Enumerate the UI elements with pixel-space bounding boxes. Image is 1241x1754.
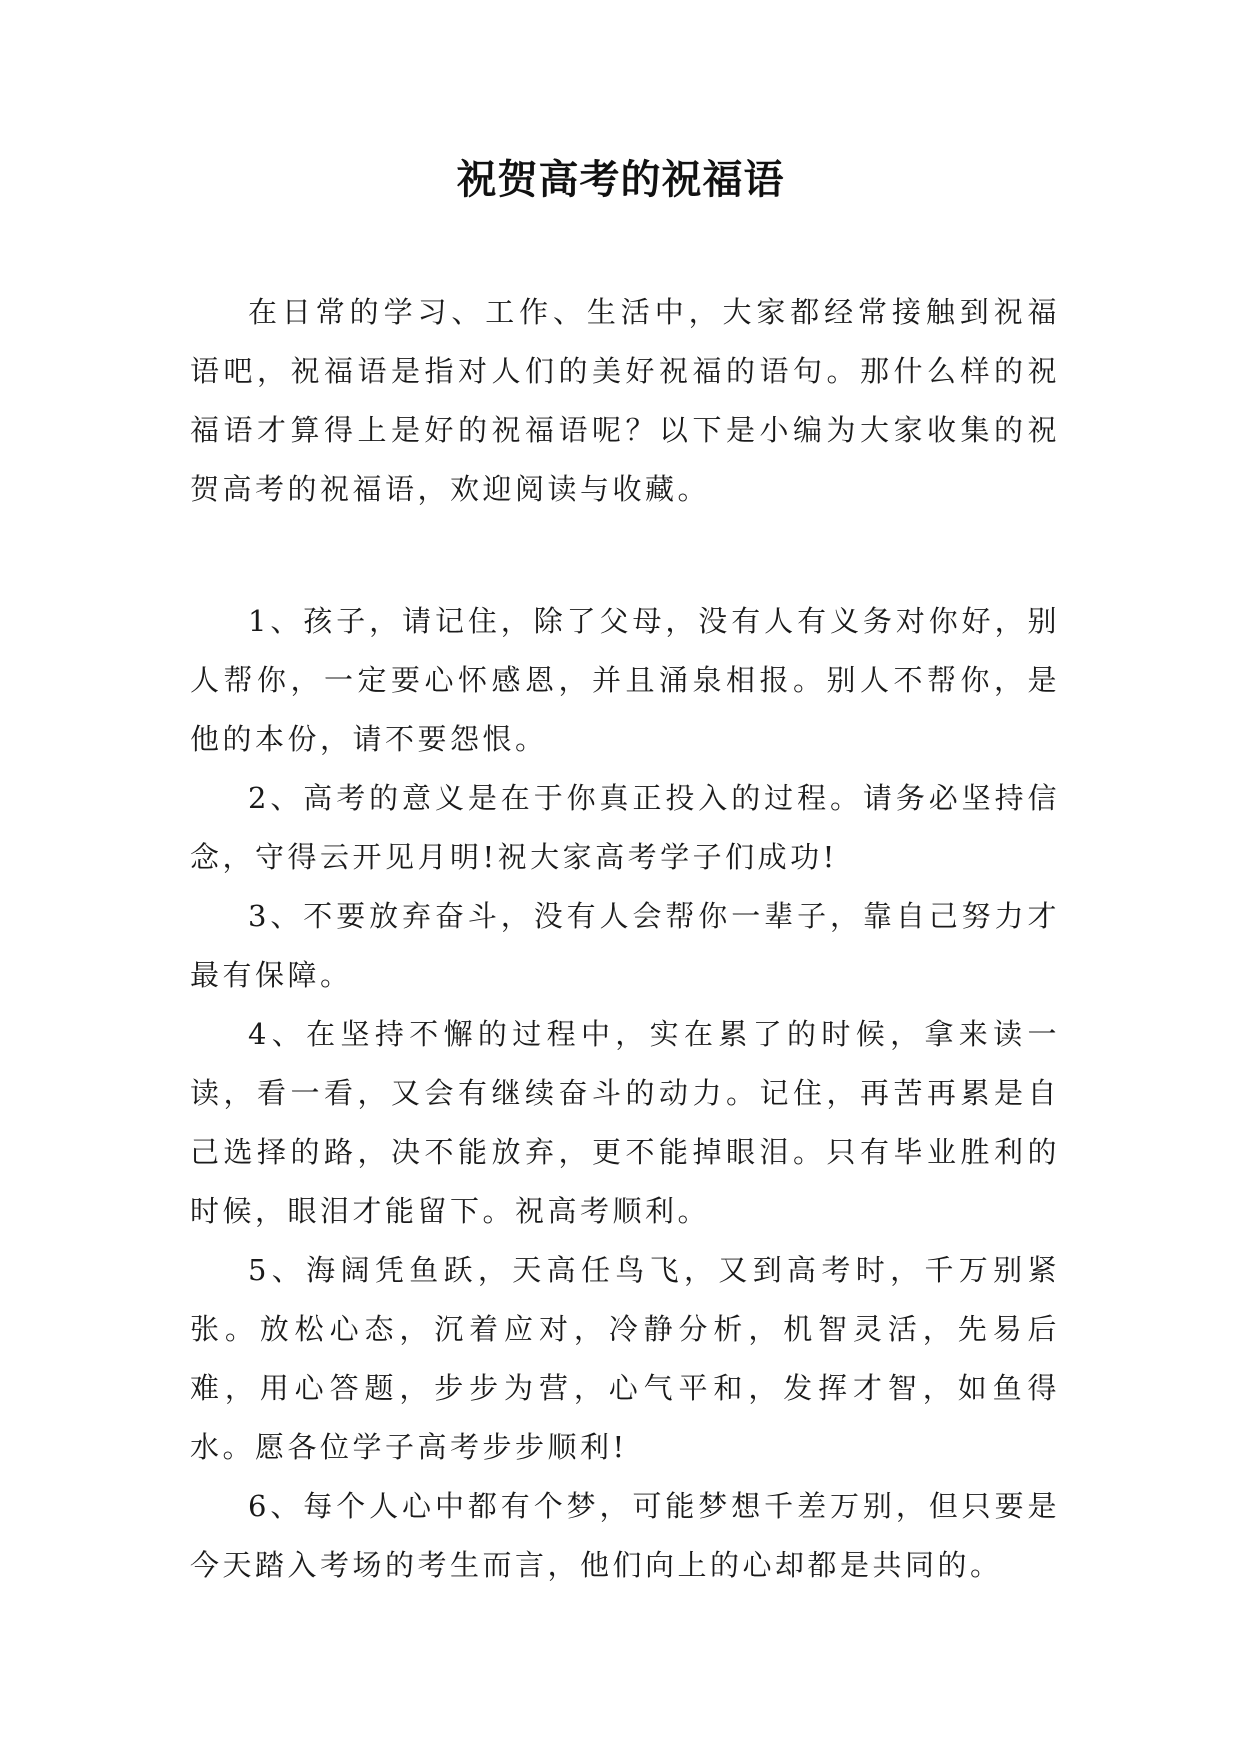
blessing-item-3: 3、不要放弃奋斗，没有人会帮你一辈子，靠自己努力才最有保障。 [190,899,1060,992]
document-title: 祝贺高考的祝福语 [456,156,785,203]
blessing-item-4: 4、在坚持不懈的过程中，实在累了的时候，拿来读一读，看一看，又会有继续奋斗的动力。记住，再苦再累是自己选择的路，决不能放弃，更不能掉眼泪。只有毕业胜利的时候，眼泪才能留下。祝高考顺利。 [190,1017,1060,1228]
blessing-item-6: 6、每个人心中都有个梦，可能梦想千差万别，但只要是今天踏入考场的考生而言，他们向上的心却都是共同的。 [190,1489,1060,1582]
blessing-item-1: 1、孩子，请记住，除了父母，没有人有义务对你好，别人帮你，一定要心怀感恩，并且涌泉相报。别人不帮你，是他的本份，请不要怨恨。 [190,604,1060,756]
intro-paragraph: 在日常的学习、工作、生活中，大家都经常接触到祝福语吧，祝福语是指对人们的美好祝福的语句。那什么样的祝福语才算得上是好的祝福语呢？以下是小编为大家收集的祝贺高考的祝福语，欢迎阅读与收藏。 [190,295,1060,506]
document-body [190,283,1060,1595]
blessing-item-2: 2、高考的意义是在于你真正投入的过程。请务必坚持信念，守得云开见月明!祝大家高考学子们成功! [190,781,1060,874]
blessing-item-5: 5、海阔凭鱼跃，天高任鸟飞，又到高考时，千万别紧张。放松心态，沉着应对，冷静分析，机智灵活，先易后难，用心答题，步步为营，心气平和，发挥才智，如鱼得水。愿各位学子高考步步顺利! [190,1253,1060,1464]
